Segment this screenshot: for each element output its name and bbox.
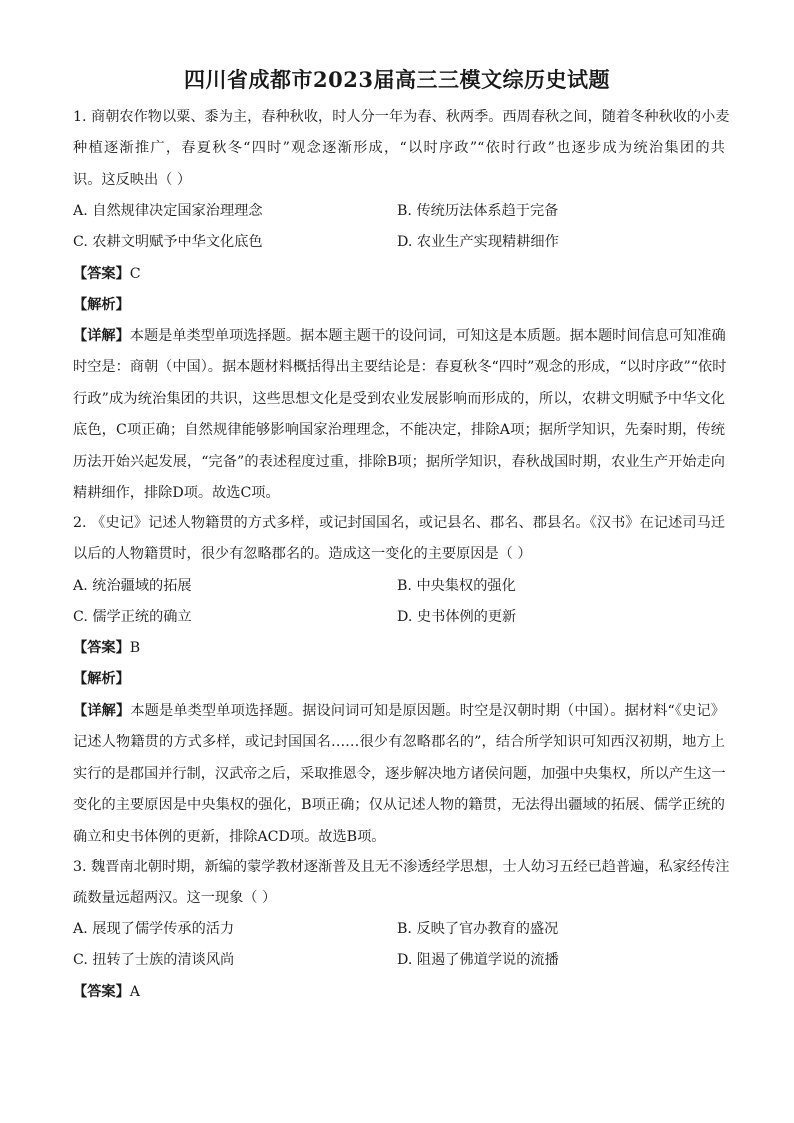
question-3-option-c: C. 扭转了士族的清谈风尚 bbox=[73, 952, 235, 969]
question-1-options bbox=[73, 196, 725, 259]
detail-line: 确立和史书体例的更新，排除ACD项。故选B项。 bbox=[73, 828, 386, 845]
question-1-option-a: A. 自然规律决定国家治理理念 bbox=[73, 203, 263, 219]
question-2-stem bbox=[73, 508, 725, 571]
detail-line: 行政”成为统治集团的共识，这些思想文化是受到农业发展影响而形成的，所以，农耕文明赋予中华文化 bbox=[73, 390, 725, 407]
question-1-stem bbox=[73, 102, 730, 196]
question-3-stem-line: 疏数量远超两汉。这一现象（ ） bbox=[73, 890, 277, 907]
question-1-answer bbox=[73, 259, 141, 290]
analysis-tag: 【解析】 bbox=[73, 671, 130, 687]
question-1-option-c: C. 农耕文明赋予中华文化底色 bbox=[73, 234, 263, 251]
question-1-stem-line: 1. 商朝农作物以粟、黍为主，春种秋收，时人分一年为春、秋两季。西周春秋之间，随着冬种秋收的小麦 bbox=[73, 109, 730, 125]
question-1-stem-line: 识。这反映出（ ） bbox=[73, 171, 192, 188]
question-3-option-b: B. 反映了官办教育的盛况 bbox=[397, 921, 559, 937]
question-2-stem-line: 以后的人物籍贯时，很少有忽略郡名的。造成这一变化的主要原因是（ ） bbox=[73, 546, 532, 563]
analysis-tag: 【解析】 bbox=[73, 297, 130, 313]
detail-line: 变化的主要原因是中央集权的强化，B项正确；仅从记述人物的籍贯，无法得出疆域的拓展、儒学正统的 bbox=[73, 797, 725, 814]
detail-line: 精耕细作，排除D项。故选C项。 bbox=[73, 484, 280, 501]
question-2-analysis-tag bbox=[73, 664, 130, 695]
question-1-option-b: B. 传统历法体系趋于完备 bbox=[397, 203, 559, 219]
question-2-stem-line: 2. 《史记》记述人物籍贯的方式多样，或记封国国名，或记县名、郡名、郡县名。《汉书》在记述司马迁 bbox=[73, 515, 725, 531]
question-1-analysis-tag bbox=[73, 290, 130, 321]
question-3-option-d: D. 阻遏了佛道学说的流播 bbox=[397, 952, 559, 969]
question-2-options bbox=[73, 571, 725, 634]
detail-line: 时空是：商朝（中国）。据本题材料概括得出主要结论是：春夏秋冬“四时”观念的形成，“以时序政”“依时 bbox=[73, 359, 727, 376]
answer-value: A bbox=[129, 984, 141, 1000]
question-3-options bbox=[73, 914, 725, 977]
answer-tag: 【答案】 bbox=[73, 640, 130, 656]
page-title: 四川省成都市2023届高三三模文综历史试题 bbox=[184, 67, 610, 92]
question-2-option-d: D. 史书体例的更新 bbox=[397, 609, 517, 626]
answer-value: B bbox=[129, 640, 141, 656]
answer-tag: 【答案】 bbox=[73, 266, 130, 282]
question-1-stem-line: 种植逐渐推广，春夏秋冬“四时”观念逐渐形成，“以时序政”“依时行政”也逐步成为统治集团的共 bbox=[73, 140, 725, 157]
detail-line bbox=[73, 696, 725, 727]
question-3-answer bbox=[73, 977, 140, 1008]
question-1-option-d: D. 农业生产实现精耕细作 bbox=[397, 234, 559, 251]
question-2-option-a: A. 统治疆域的拓展 bbox=[73, 578, 192, 594]
detail-line: 历法开始兴起发展，“完备”的表述程度过重，排除B项；据所学知识，春秋战国时期，农业生产开始走向 bbox=[73, 453, 725, 470]
answer-tag: 【答案】 bbox=[73, 984, 130, 1000]
detail-line bbox=[73, 321, 725, 352]
question-2-answer bbox=[73, 633, 140, 664]
detail-tag: 【详解】 bbox=[73, 703, 131, 719]
question-3-stem-line: 3. 魏晋南北朝时期，新编的蒙学教材逐渐普及且无不渗透经学思想，士人幼习五经已趋普遍，私家经传注 bbox=[73, 859, 730, 875]
question-2-option-c: C. 儒学正统的确立 bbox=[73, 609, 192, 626]
question-2-detail bbox=[73, 696, 725, 853]
detail-tag: 【详解】 bbox=[73, 328, 130, 344]
question-2-option-b: B. 中央集权的强化 bbox=[397, 578, 516, 594]
question-3-stem bbox=[73, 852, 730, 915]
detail-line: 实行的是郡国并行制，汉武帝之后，采取推恩令，逐步解决地方诸侯问题，加强中央集权，所以产生这一 bbox=[73, 765, 726, 782]
question-3-option-a: A. 展现了儒学传承的活力 bbox=[73, 921, 235, 937]
detail-line: 底色，C项正确；自然规律能够影响国家治理理念，不能决定，排除A项；据所学知识，先秦时期，传统 bbox=[73, 422, 725, 439]
detail-line: 记述人物籍贯的方式多样，或记封国国名……很少有忽略郡名的”，结合所学知识可知西汉初期，地方上 bbox=[73, 734, 725, 751]
answer-value: C bbox=[129, 266, 141, 282]
question-1-detail bbox=[73, 321, 725, 509]
detail-text: 本题是单类型单项选择题。据设问词可知是原因题。时空是汉朝时期（中国）。据材料“《史记》 bbox=[130, 703, 725, 719]
detail-text: 本题是单类型单项选择题。据本题主题干的设问词，可知这是本质题。据本题时间信息可知准确 bbox=[129, 328, 726, 344]
